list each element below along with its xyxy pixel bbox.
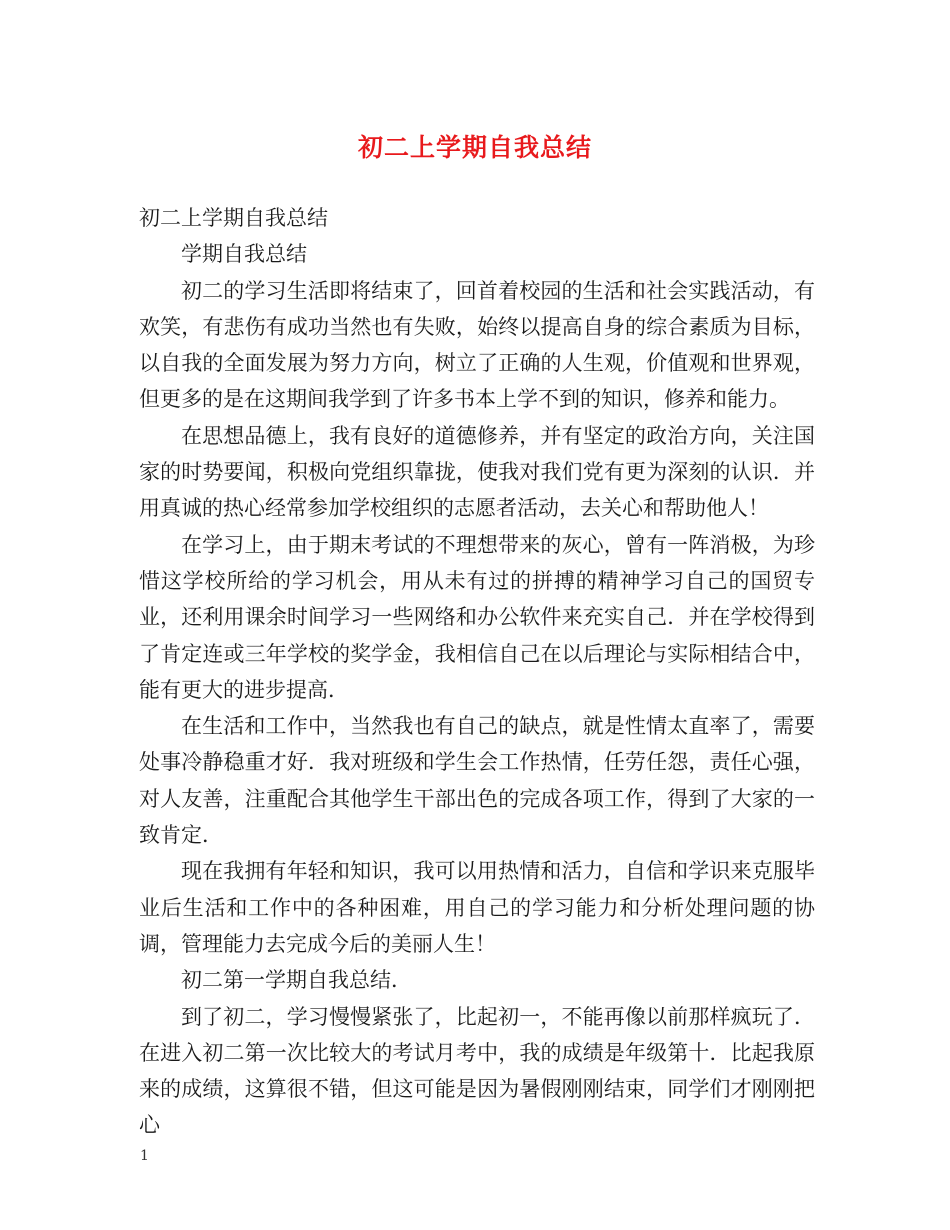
paragraph-morality: 在思想品德上，我有良好的道德修养，并有坚定的政治方向，关注国家的时势要闻，积极向党组织靠拢，使我对我们党有更为深刻的认识．并用真诚的热心经常参加学校组织的志愿者活动，去关心和帮助他人！ [139, 423, 815, 521]
paragraph-subheading: 学期自我总结 [181, 242, 307, 267]
paragraph-life-work: 在生活和工作中，当然我也有自己的缺点，就是性情太直率了，需要处事冷静稳重才好．我对班级和学生会工作热情，任劳任怨，责任心强，对人友善，注重配合其他学生干部出色的完成各项工作，得到了大家的一致肯定． [139, 714, 815, 848]
paragraph-grade-two: 到了初二，学习慢慢紧张了，比起初一，不能再像以前那样疯玩了．在进入初二第一次比较大的考试月考中，我的成绩是年级第十．比起我原来的成绩，这算很不错，但这可能是因为暑假刚刚结束，同学们才刚刚把心 [139, 1004, 815, 1138]
paragraph-intro: 初二的学习生活即将结束了，回首着校园的生活和社会实践活动，有欢笑，有悲伤有成功当然也有失败，始终以提高自身的综合素质为目标，以自我的全面发展为努力方向，树立了正确的人生观，价值观和世界观，但更多的是在这期间我学到了许多书本上学不到的知识，修养和能力。 [139, 278, 815, 412]
paragraph-heading: 初二上学期自我总结 [139, 206, 328, 230]
paragraph-section-heading: 初二第一学期自我总结． [181, 968, 412, 993]
document-title: 初二上学期自我总结 [357, 133, 592, 162]
paragraph-study: 在学习上，由于期末考试的不理想带来的灰心，曾有一阵消极，为珍惜这学校所给的学习机会，用从未有过的拼搏的精神学习自己的国贸专业，还利用课余时间学习一些网络和办公软件来充实自己．并在学校得到了肯定连或三年学校的奖学金，我相信自己在以后理论与实际相结合中，能有更大的进步提高． [139, 532, 815, 702]
document-body [139, 200, 815, 1144]
paragraph-future: 现在我拥有年轻和知识，我可以用热情和活力，自信和学识来克服毕业后生活和工作中的各种困难，用自己的学习能力和分析处理问题的协调，管理能力去完成今后的美丽人生！ [139, 859, 815, 956]
page-number: 1 [140, 1148, 149, 1164]
